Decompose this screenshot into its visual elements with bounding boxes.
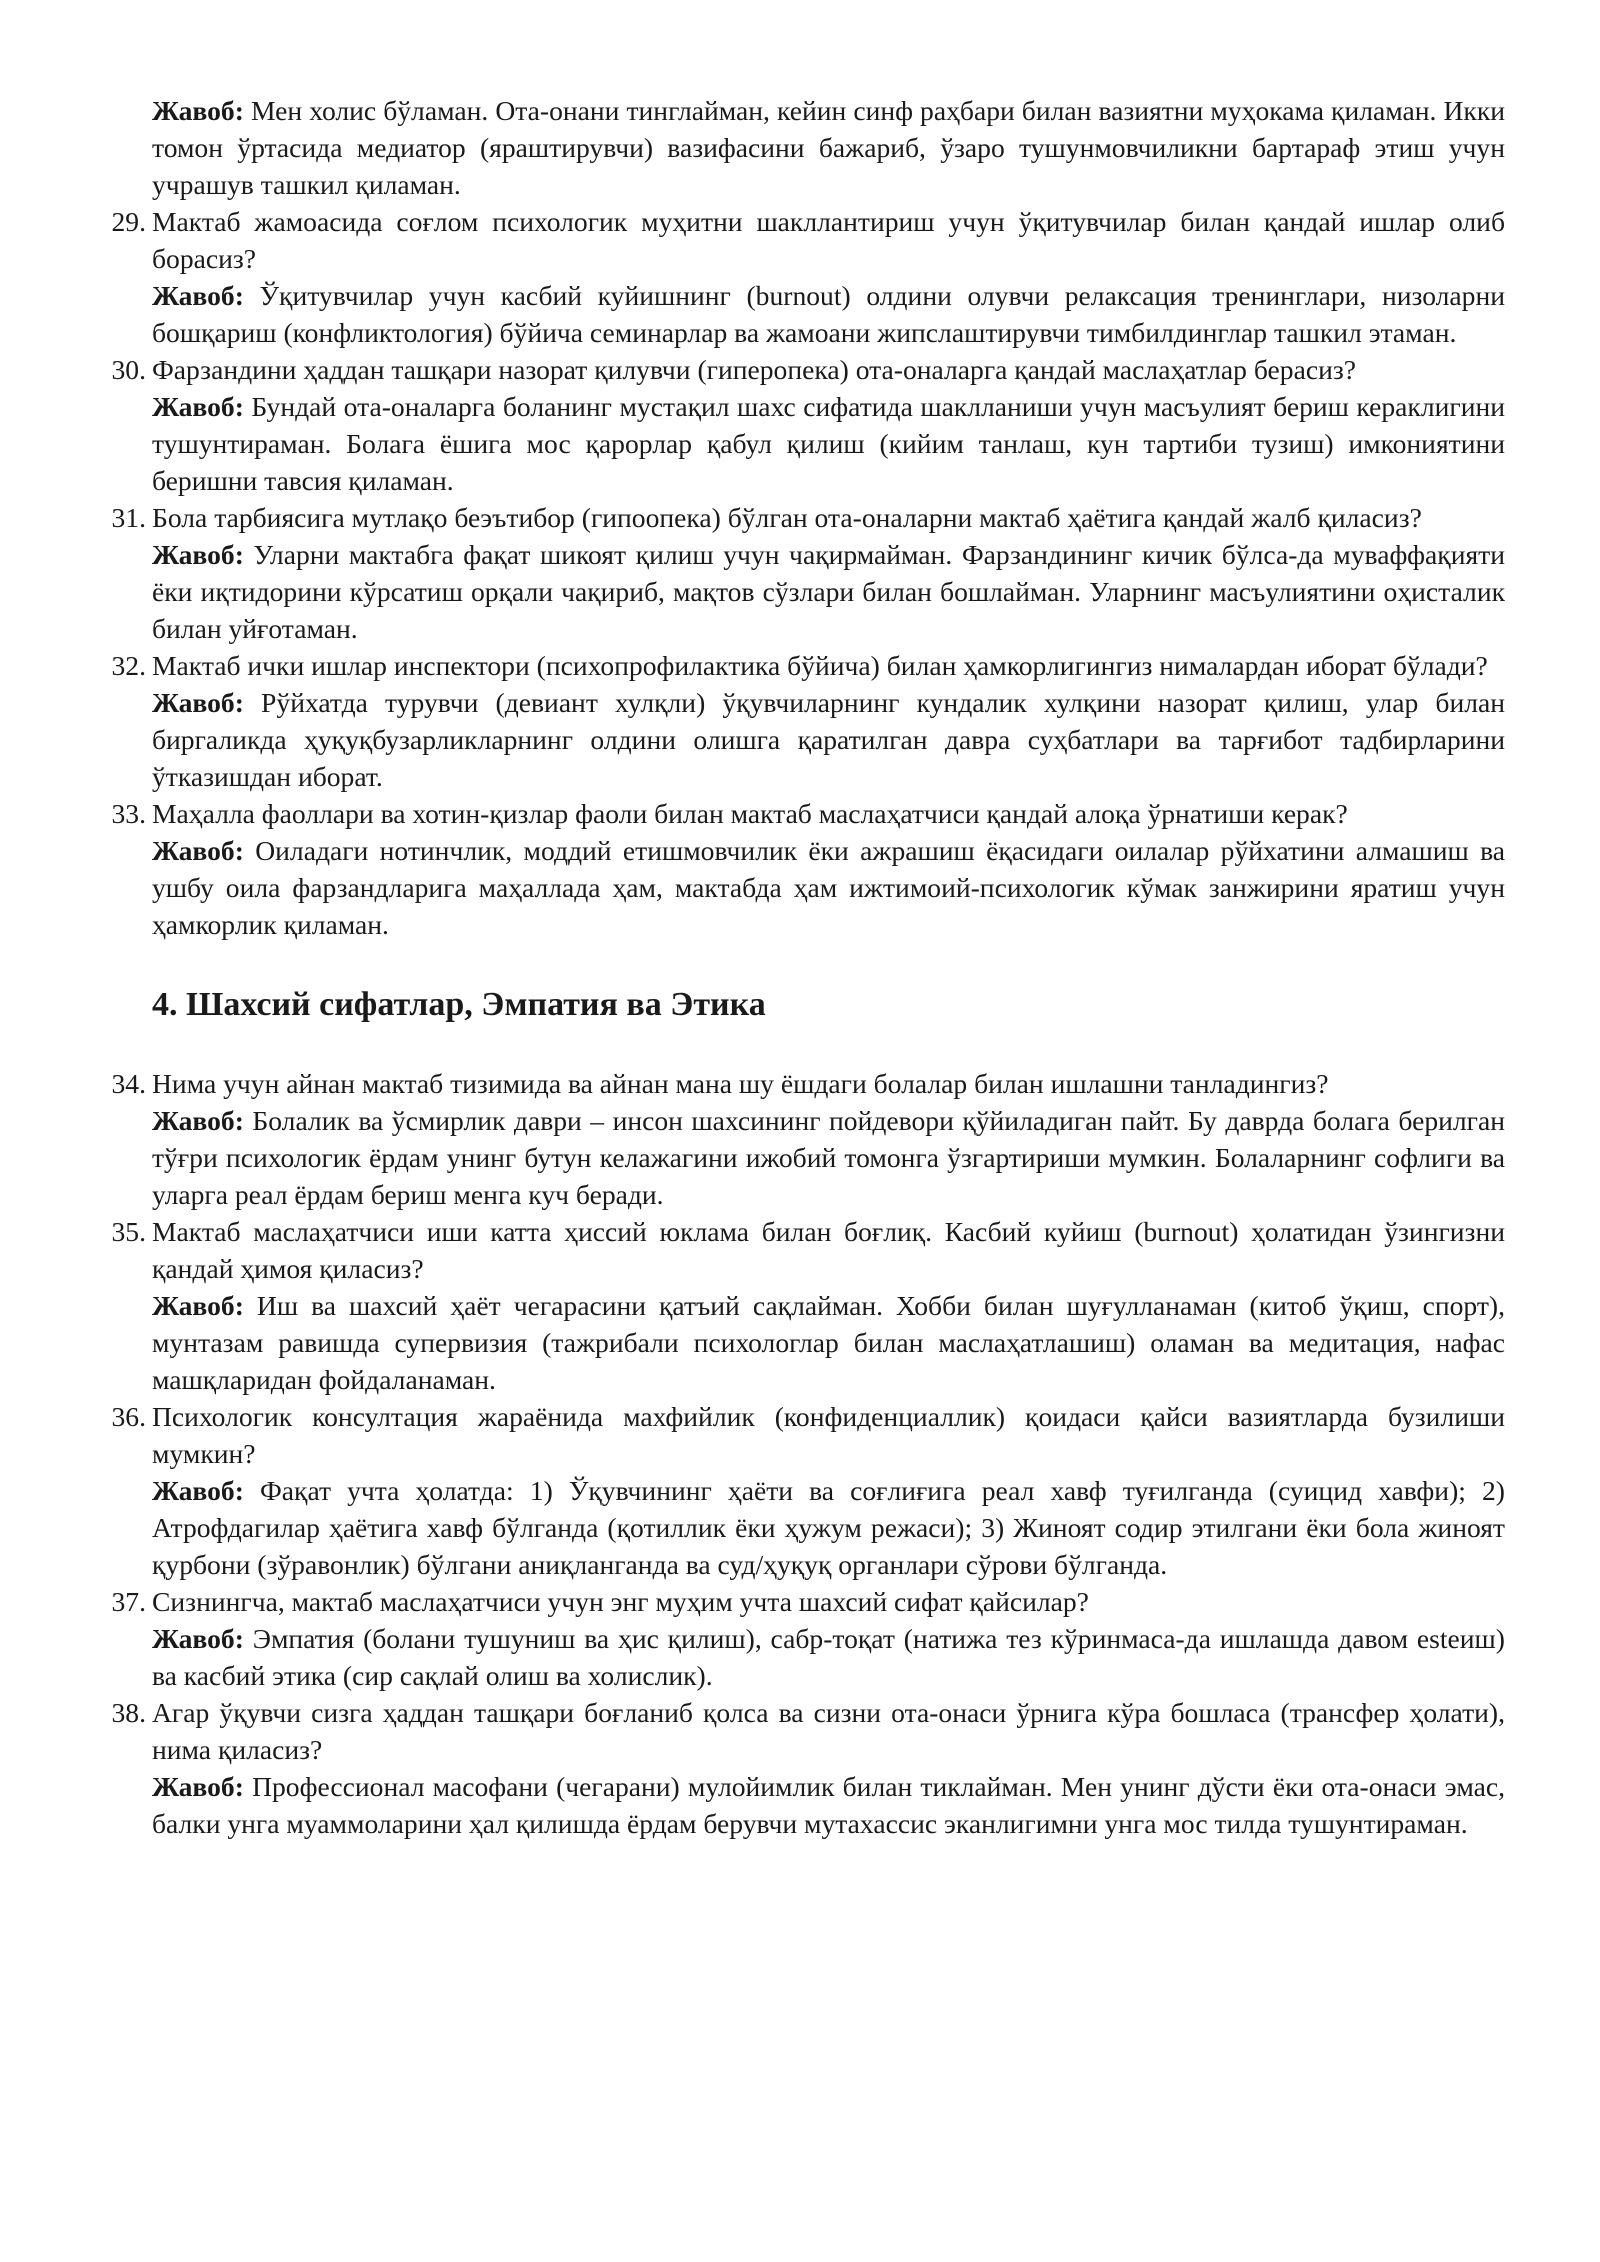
question-number: 31. [111,502,146,533]
question-text: Мактаб жамоасида соғлом психологик муҳитни шакллантириш учун ўқитувчилар билан қандай ишлар олиб борасиз? [152,206,1505,274]
qa-item [111,1213,1505,1398]
answer [152,1102,1505,1213]
answer-label: Жавоб: [152,1475,244,1506]
intro-answer [152,92,1505,203]
answer [152,1287,1505,1398]
answer-label: Жавоб: [152,280,244,311]
question-text: Мактаб маслаҳатчиси иши катта ҳиссий юклама билан боғлиқ. Касбий куйиш (burnout) ҳолатидан ўзингизни қандай ҳимоя қиласиз? [152,1216,1505,1284]
question-text: Агар ўқувчи сизга ҳаддан ташқари боғланиб қолса ва сизни ота-онаси ўрнига кўра бошласа (трансфер ҳолати), нима қиласиз? [152,1697,1505,1765]
qa-item [111,795,1505,943]
question-number: 37. [111,1586,146,1617]
answer-label: Жавоб: [152,1105,244,1136]
answer [152,1472,1505,1583]
question-number: 32. [111,650,146,681]
answer-text: Фақат учта ҳолатда: 1) Ўқувчининг ҳаёти ва соғлиғига реал хавф туғилганда (суицид хавфи); 2) Атрофдагилар ҳаётига хавф бўлганда (қотиллик ёки ҳужум режаси); 3) Жиноят содир этилгани ёки бола жиноят қурбони (зўравонлик) бўлгани аниқланганда ва суд/ҳуқуқ органлари сўрови бўлганда. [152,1475,1505,1580]
question-text: Фарзандини ҳаддан ташқари назорат қилувчи (гиперопека) ота-оналарга қандай маслаҳатлар берасиз? [152,354,1356,385]
question-number: 30. [111,354,146,385]
question-text: Бола тарбиясига мутлақо беэътибор (гипоопека) бўлган ота-оналарни мактаб ҳаётига қандай жалб қиласиз? [152,502,1422,533]
answer-text: Эмпатия (болани тушуниш ва ҳис қилиш), сабр-тоқат (натижа тез кўринмаса-да ишлашда давом esteиш) ва касбий этика (сир сақлай олиш ва холислик). [152,1623,1505,1691]
answer-text: Ўқитувчилар учун касбий куйишнинг (burnout) олдини олувчи релаксация тренинглари, низоларни бошқариш (конфликтология) бўйича семинарлар ва жамоани жипслаштирувчи тимбилдинглар ташкил этаман. [152,280,1505,348]
answer [152,832,1505,943]
question-text: Маҳалла фаоллари ва хотин-қизлар фаоли билан мактаб маслаҳатчиси қандай алоқа ўрнатиши керак? [152,798,1348,829]
answer-label: Жавоб: [152,687,244,718]
question-text: Психологик консултация жараёнида махфийлик (конфиденциаллик) қоидаси қайси вазиятларда бузилиши мумкин? [152,1401,1505,1469]
question-number: 33. [111,798,146,829]
answer-text: Болалик ва ўсмирлик даври – инсон шахсининг пойдевори қўйиладиган пайт. Бу даврда болага берилган тўғри психологик ёрдам унинг бутун келажагини ижобий томонга ўзгартириши мумкин. Болаларнинг софлиги ва уларга реал ёрдам бериш менга куч беради. [152,1105,1505,1210]
question-number: 34. [111,1068,146,1099]
answer-label: Жавоб: [152,1290,244,1321]
answer-label: Жавоб: [152,95,244,126]
question-number: 35. [111,1216,146,1247]
qa-item [111,647,1505,795]
qa-list-before [111,203,1505,943]
section-heading: 4. Шахсий сифатлар, Эмпатия ва Этика [152,986,766,1023]
answer [152,388,1505,499]
answer-text: Мен холис бўламан. Ота-онани тинглайман, кейин синф раҳбари билан вазиятни муҳокама қиламан. Икки томон ўртасида медиатор (яраштирувчи) вазифасини бажариб, ўзаро тушунмовчиликни бартараф этиш учун учрашув ташкил қиламан. [152,95,1505,200]
question-text: Мактаб ички ишлар инспектори (психопрофилактика бўйича) билан ҳамкорлигингиз нималардан иборат бўлади? [152,650,1488,681]
qa-item [111,351,1505,499]
answer-text: Иш ва шахсий ҳаёт чегарасини қатъий сақлайман. Хобби билан шуғулланаман (китоб ўқиш, спорт), мунтазам равишда супервизия (тажрибали психологлар билан маслаҳатлашиш) оламан ва медитация, нафас машқларидан фойдаланаман. [152,1290,1505,1395]
answer-text: Бундай ота-оналарга боланинг мустақил шахс сифатида шаклланиши учун масъулият бериш кераклигини тушунтираман. Болага ёшига мос қарорлар қабул қилиш (кийим танлаш, кун тартиби тузиш) имкониятини беришни тавсия қиламан. [152,391,1505,496]
qa-list-after [111,1065,1505,1842]
answer-text: Рўйхатда турувчи (девиант хулқли) ўқувчиларнинг кундалик хулқини назорат қилиш, улар билан биргаликда ҳуқуқбузарликларнинг олдини олишга қаратилган давра суҳбатлари ва тарғибот тадбирларини ўтказишдан иборат. [152,687,1505,792]
answer-text: Уларни мактабга фақат шикоят қилиш учун чақирмайман. Фарзандининг кичик бўлса-да муваффақияти ёки иқтидорини кўрсатиш орқали чақириб, мақтов сўзлари билан бошлайман. Уларнинг масъулиятини оҳисталик билан уйғотаман. [152,539,1505,644]
answer [152,684,1505,795]
qa-item [111,1583,1505,1694]
qa-item [111,1398,1505,1583]
question-text: Нима учун айнан мактаб тизимида ва айнан мана шу ёшдаги болалар билан ишлашни танладингиз? [152,1068,1329,1099]
qa-item [111,1065,1505,1213]
answer [152,1768,1505,1842]
answer-text: Профессионал масофани (чегарани) мулойимлик билан тиклайман. Мен унинг дўсти ёки ота-онаси эмас, балки унга муаммоларини ҳал қилишда ёрдам берувчи мутахассис эканлигимни унга мос тилда тушунтираман. [152,1771,1505,1839]
answer [152,1620,1505,1694]
qa-item [111,1694,1505,1842]
answer-label: Жавоб: [152,539,244,570]
answer [152,277,1505,351]
question-number: 36. [111,1401,146,1432]
answer-label: Жавоб: [152,1623,244,1654]
question-number: 29. [111,206,146,237]
answer-text: Оиладаги нотинчлик, моддий етишмовчилик ёки ажрашиш ёқасидаги оилалар рўйхатини алмашиш ва ушбу оила фарзандларига маҳаллада ҳам, мактабда ҳам ижтимоий-психологик кўмак занжирини яратиш учун ҳамкорлик қиламан. [152,835,1505,940]
answer-label: Жавоб: [152,1771,244,1802]
qa-item [111,203,1505,351]
question-text: Сизнингча, мактаб маслаҳатчиси учун энг муҳим учта шахсий сифат қайсилар? [152,1586,1089,1617]
answer-label: Жавоб: [152,391,244,422]
answer-label: Жавоб: [152,835,244,866]
question-number: 38. [111,1697,146,1728]
qa-item [111,499,1505,647]
answer [152,536,1505,647]
